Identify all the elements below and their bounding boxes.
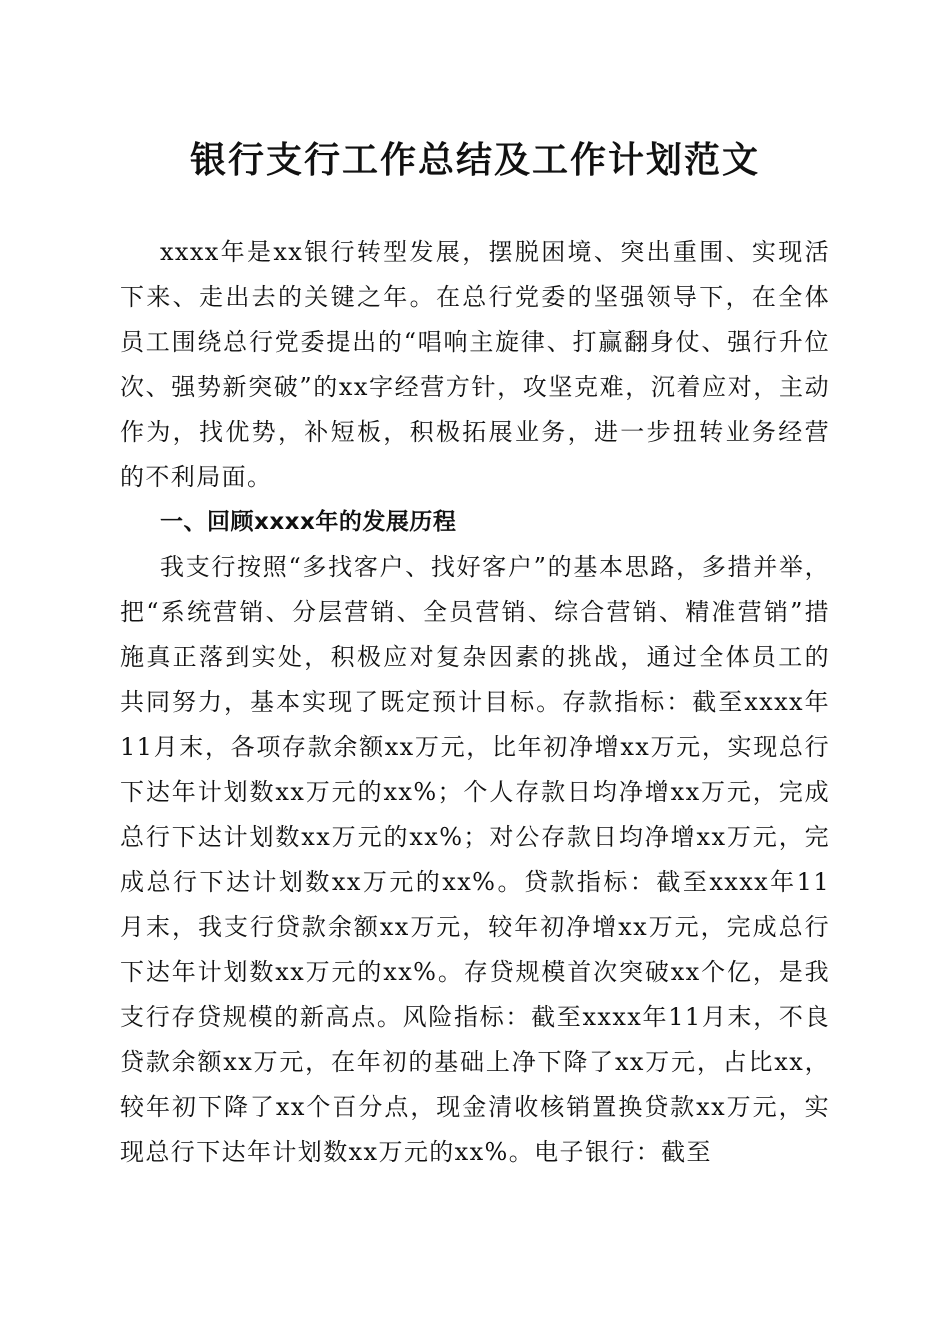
document-title: 银行支行工作总结及工作计划范文: [189, 139, 760, 181]
section-paragraph: 我支行按照“多找客户、找好客户”的基本思路，多措并举，把“系统营销、分层营销、全员营销、综合营销、精准营销”措施真正落到实处，积极应对复杂因素的挑战，通过全体员工的共同努力，基本实现了既定预计目标。存款指标：截至xxxx年11月末，各项存款余额xx万元，比年初净增xx万元，实现总行下达年计划数xx万元的xx%；个人存款日均净增xx万元，完成总行下达计划数xx万元的xx%；对公存款日均净增xx万元，完成总行下达计划数xx万元的xx%。贷款指标：截至xxxx年11月末，我支行贷款余额xx万元，较年初净增xx万元，完成总行下达年计划数xx万元的xx%。存贷规模首次突破xx个亿，是我支行存贷规模的新高点。风险指标：截至xxxx年11月末，不良贷款余额xx万元，在年初的基础上净下降了xx万元，占比xx，较年初下降了xx个百分点，现金清收核销置换贷款xx万元，实现总行下达年计划数xx万元的xx%。电子银行：截至: [120, 553, 830, 1166]
section-heading: 一、回顾xxxx年的发展历程: [160, 509, 457, 535]
document-body: [120, 230, 830, 1175]
intro-paragraph: xxxx年是xx银行转型发展，摆脱困境、突出重围、实现活下来、走出去的关键之年。在总行党委的坚强领导下，在全体员工围绕总行党委提出的“唱响主旋律、打赢翻身仗、强行升位次、强势新突破”的xx字经营方针，攻坚克难，沉着应对，主动作为，找优势，补短板，积极拓展业务，进一步扭转业务经营的不利局面。: [120, 238, 830, 491]
